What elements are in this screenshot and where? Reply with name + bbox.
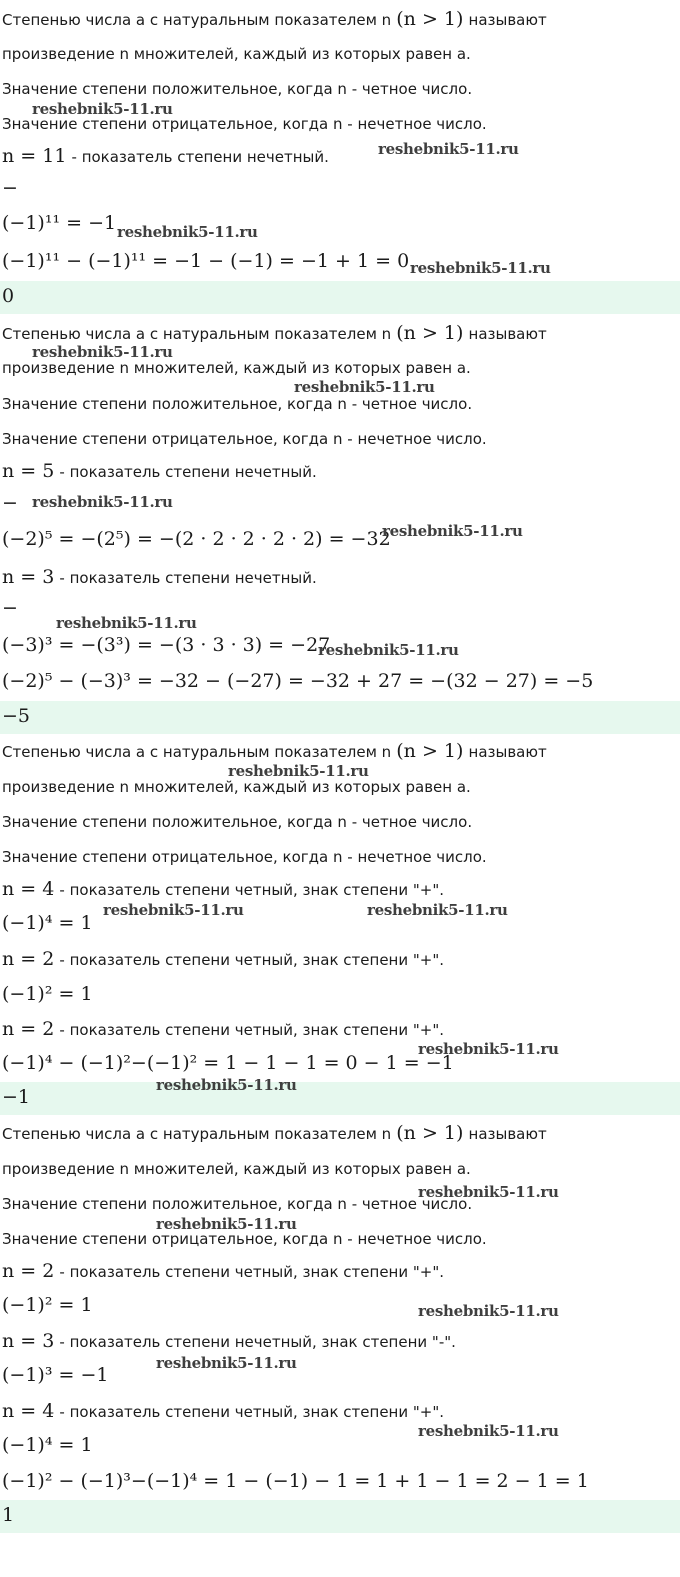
watermark: reshebnik5-11.ru	[318, 641, 459, 659]
formula: (−3)³ = −(3³) = −(3 · 3 · 3) = −27	[2, 634, 331, 656]
formula: (−1)² = 1	[2, 983, 93, 1005]
definition-text-end: называют	[468, 325, 547, 343]
exponent-text: - показатель степени четный, знак степени "+".	[59, 1403, 445, 1421]
watermark: reshebnik5-11.ru	[418, 1422, 559, 1440]
watermark: reshebnik5-11.ru	[228, 762, 369, 780]
positive-rule: Значение степени положительное, когда n - четное число.	[2, 1195, 473, 1213]
formula: (−1)¹¹ − (−1)¹¹ = −1 − (−1) = −1 + 1 = 0	[2, 250, 410, 272]
definition-line-2: произведение n множителей, каждый из которых равен a.	[2, 359, 471, 377]
minus-sign: −	[2, 597, 18, 619]
negative-rule: Значение степени отрицательное, когда n - нечетное число.	[2, 115, 487, 133]
watermark: reshebnik5-11.ru	[32, 343, 173, 361]
watermark: reshebnik5-11.ru	[103, 901, 244, 919]
watermark: reshebnik5-11.ru	[378, 140, 519, 158]
watermark: reshebnik5-11.ru	[156, 1076, 297, 1094]
watermark: reshebnik5-11.ru	[367, 901, 508, 919]
formula: (−1)⁴ − (−1)²−(−1)² = 1 − 1 − 1 = 0 − 1 = −1	[2, 1052, 454, 1074]
exponent-note	[2, 1018, 444, 1040]
exponent-text: - показатель степени четный, знак степени "+".	[59, 951, 445, 969]
definition-text-end: называют	[468, 11, 547, 29]
watermark: reshebnik5-11.ru	[156, 1354, 297, 1372]
formula: (−2)⁵ − (−3)³ = −32 − (−27) = −32 + 27 = −(32 − 27) = −5	[2, 670, 594, 692]
definition-text: Степенью числа a с натуральным показателем n	[2, 11, 392, 29]
condition-math: (n > 1)	[396, 1122, 464, 1144]
answer-box	[0, 281, 680, 314]
watermark: reshebnik5-11.ru	[32, 493, 173, 511]
definition-text: Степенью числа a с натуральным показателем n	[2, 1125, 392, 1143]
definition-line-2: произведение n множителей, каждый из которых равен a.	[2, 778, 471, 796]
answer-value: −5	[2, 705, 31, 727]
watermark: reshebnik5-11.ru	[294, 378, 435, 396]
exponent-note	[2, 948, 444, 970]
exponent-note	[2, 878, 444, 900]
exponent-text: - показатель степени четный, знак степени "+".	[59, 881, 445, 899]
definition-text-end: называют	[468, 1125, 547, 1143]
exponent-math: n = 4	[2, 878, 55, 900]
exponent-note	[2, 1400, 444, 1422]
exponent-note	[2, 460, 317, 482]
exponent-note	[2, 1330, 456, 1352]
definition-text: Степенью числа a с натуральным показателем n	[2, 743, 392, 761]
formula: (−1)¹¹ = −1	[2, 212, 117, 234]
exponent-text: - показатель степени нечетный.	[59, 463, 317, 481]
minus-sign: −	[2, 177, 18, 199]
condition-math: (n > 1)	[396, 740, 464, 762]
watermark: reshebnik5-11.ru	[418, 1302, 559, 1320]
exponent-text: - показатель степени нечетный, знак степени "-".	[59, 1333, 456, 1351]
answer-box	[0, 1082, 680, 1115]
exponent-math: n = 2	[2, 1260, 55, 1282]
answer-value: 1	[2, 1504, 15, 1526]
answer-value: 0	[2, 285, 15, 307]
formula: (−1)² = 1	[2, 1294, 93, 1316]
watermark: reshebnik5-11.ru	[56, 614, 197, 632]
condition-math: (n > 1)	[396, 8, 464, 30]
formula: (−2)⁵ = −(2⁵) = −(2 · 2 · 2 · 2 · 2) = −32	[2, 528, 391, 550]
watermark: reshebnik5-11.ru	[32, 100, 173, 118]
formula: (−1)² − (−1)³−(−1)⁴ = 1 − (−1) − 1 = 1 + 1 − 1 = 2 − 1 = 1	[2, 1470, 589, 1492]
watermark: reshebnik5-11.ru	[410, 259, 551, 277]
watermark: reshebnik5-11.ru	[418, 1183, 559, 1201]
answer-box	[0, 1500, 680, 1533]
condition-math: (n > 1)	[396, 322, 464, 344]
definition-line-2: произведение n множителей, каждый из которых равен a.	[2, 1160, 471, 1178]
definition-text: Степенью числа a с натуральным показателем n	[2, 325, 392, 343]
exponent-note	[2, 145, 329, 167]
watermark: reshebnik5-11.ru	[382, 522, 523, 540]
definition-text-end: называют	[468, 743, 547, 761]
exponent-text: - показатель степени нечетный.	[59, 569, 317, 587]
exponent-math: n = 11	[2, 145, 67, 167]
positive-rule: Значение степени положительное, когда n - четное число.	[2, 813, 473, 831]
negative-rule: Значение степени отрицательное, когда n - нечетное число.	[2, 430, 487, 448]
exponent-note	[2, 1260, 444, 1282]
positive-rule: Значение степени положительное, когда n - четное число.	[2, 80, 473, 98]
negative-rule: Значение степени отрицательное, когда n - нечетное число.	[2, 848, 487, 866]
definition-line-2: произведение n множителей, каждый из которых равен a.	[2, 45, 471, 63]
answer-box	[0, 701, 680, 734]
definition-line	[2, 8, 547, 30]
negative-rule: Значение степени отрицательное, когда n - нечетное число.	[2, 1230, 487, 1248]
formula: (−1)⁴ = 1	[2, 1434, 93, 1456]
definition-line	[2, 1122, 547, 1144]
watermark: reshebnik5-11.ru	[156, 1215, 297, 1233]
exponent-math: n = 4	[2, 1400, 55, 1422]
definition-line	[2, 322, 547, 344]
watermark: reshebnik5-11.ru	[418, 1040, 559, 1058]
answer-value: −1	[2, 1086, 31, 1108]
exponent-text: - показатель степени четный, знак степени "+".	[59, 1021, 445, 1039]
formula: (−1)³ = −1	[2, 1364, 109, 1386]
positive-rule: Значение степени положительное, когда n - четное число.	[2, 395, 473, 413]
exponent-math: n = 3	[2, 1330, 55, 1352]
minus-sign: −	[2, 492, 18, 514]
exponent-math: n = 5	[2, 460, 55, 482]
exponent-text: - показатель степени нечетный.	[71, 148, 329, 166]
exponent-note	[2, 566, 317, 588]
exponent-text: - показатель степени четный, знак степени "+".	[59, 1263, 445, 1281]
watermark: reshebnik5-11.ru	[117, 223, 258, 241]
formula: (−1)⁴ = 1	[2, 912, 93, 934]
exponent-math: n = 2	[2, 1018, 55, 1040]
exponent-math: n = 3	[2, 566, 55, 588]
exponent-math: n = 2	[2, 948, 55, 970]
definition-line	[2, 740, 547, 762]
